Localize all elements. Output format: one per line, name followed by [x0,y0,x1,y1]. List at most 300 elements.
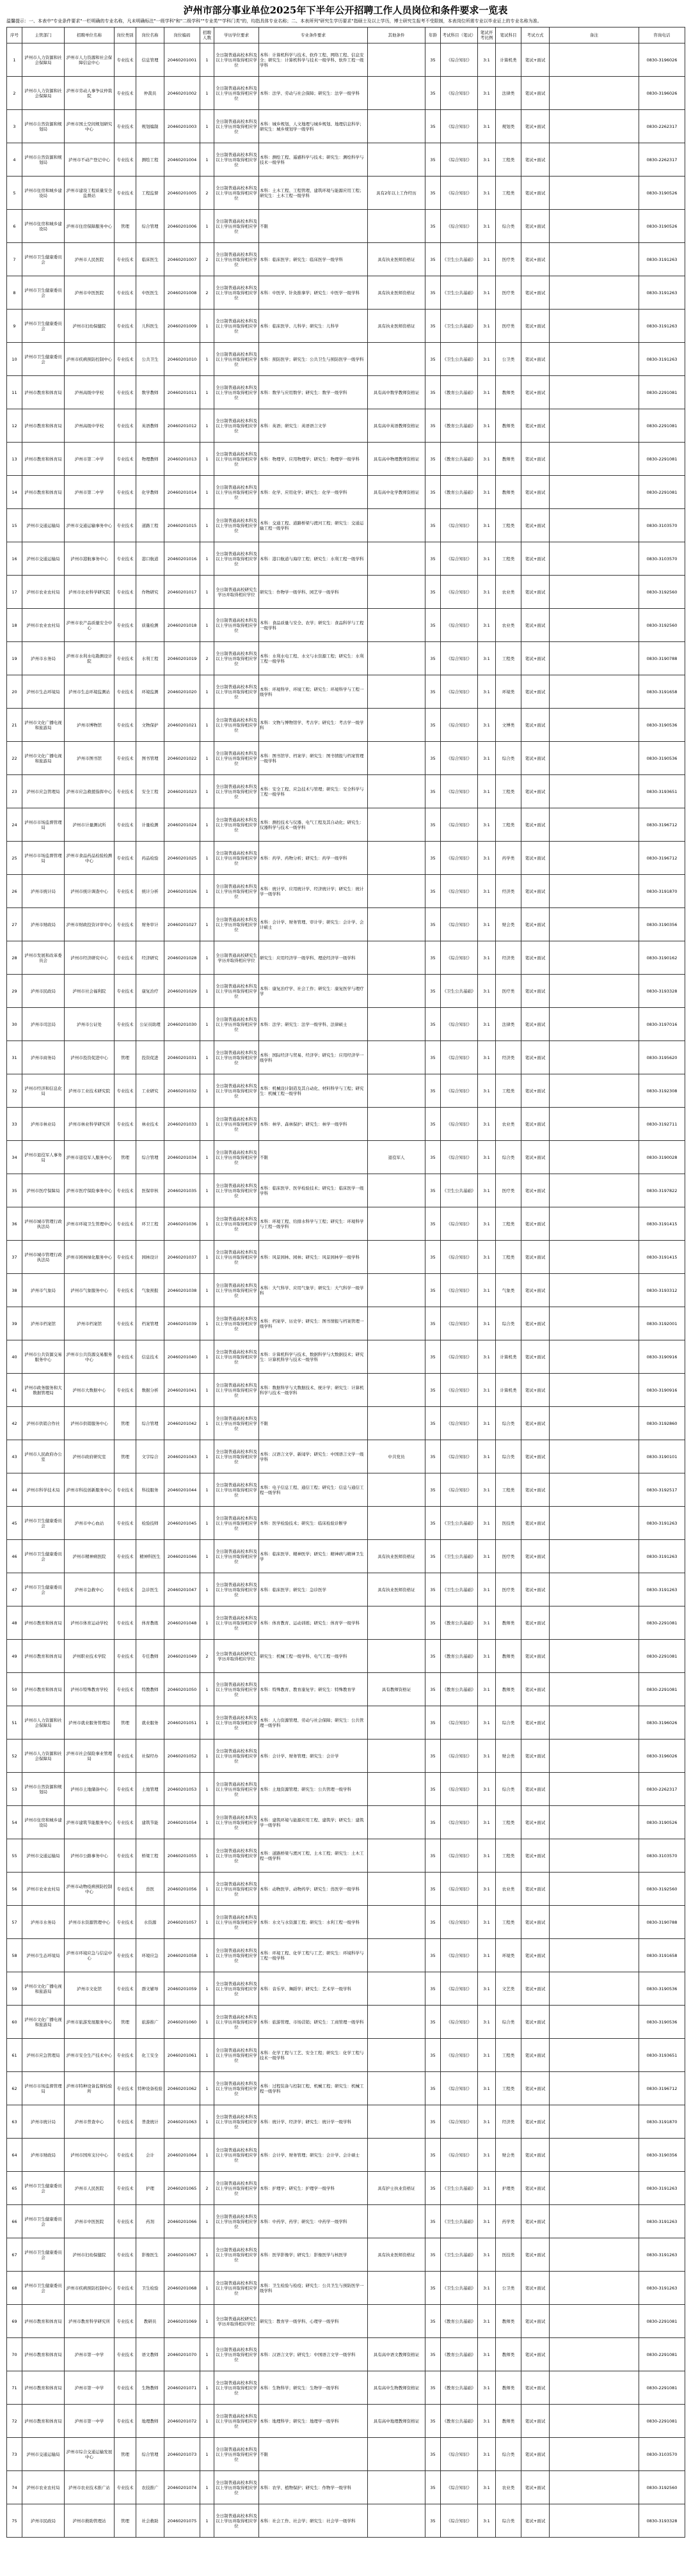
cell-type: 专业技术 [115,1207,136,1241]
cell-no: 26 [7,875,22,908]
cell-no: 20 [7,675,22,709]
cell-unit: 泸州市计量测试所 [65,808,115,842]
cell-phone: 0830-2291081 [639,443,685,476]
cell-num: 1 [200,1606,214,1640]
cell-note [550,941,639,975]
cell-unit: 泸州市特种设备监督检验所 [65,2072,115,2105]
table-row [7,2471,685,2504]
table-row [7,2006,685,2039]
column-header: 招聘单位名称 [65,27,115,43]
cell-subject: 《综合知识》 [441,775,478,808]
cell-major: 本科：会计学、财务管理；研究生：会计学、会计硕士 [259,2139,368,2172]
cell-type: 专业技术 [115,409,136,443]
cell-unit: 泸州市土地储备中心 [65,1773,115,1806]
cell-unit: 泸州市第一中学 [65,2338,115,2371]
cell-post: 环境监测 [136,675,164,709]
cell-other: 具有执业医师资格证 [368,1573,425,1606]
cell-mode: 笔试+面试 [521,542,550,576]
cell-note [550,1440,639,1473]
cell-num: 1 [200,77,214,110]
cell-num: 1 [200,2471,214,2504]
cell-mode: 笔试+面试 [521,1407,550,1440]
cell-note [550,1773,639,1806]
cell-code: 20460201062 [164,2072,200,2105]
cell-exam: 工程类 [496,2039,521,2072]
cell-subject: 《综合知识》 [441,1873,478,1906]
cell-no: 64 [7,2139,22,2172]
cell-post: 儿科医生 [136,310,164,343]
cell-code: 20460201050 [164,1673,200,1706]
cell-num: 1 [200,1573,214,1606]
cell-unit: 泸州市急救中心 [65,1573,115,1606]
cell-major: 不限 [259,1407,368,1440]
cell-phone: 0830-3192308 [639,1074,685,1108]
cell-unit: 泸州市国土空间规划研究中心 [65,110,115,143]
cell-note [550,243,639,276]
cell-mode: 笔试+面试 [521,1041,550,1074]
cell-type: 专业技术 [115,908,136,941]
cell-ratio: 3:1 [478,1939,496,1972]
cell-subject: 《综合知识》 [441,1108,478,1141]
cell-ratio: 3:1 [478,1008,496,1041]
cell-major: 本科：国际经济与贸易、经济学；研究生：应用经济学一级学科 [259,1041,368,1074]
cell-mode: 笔试+面试 [521,2371,550,2405]
cell-mode: 笔试+面试 [521,2238,550,2272]
cell-no: 38 [7,1274,22,1307]
cell-dept: 泸州市交通运输局 [22,509,65,542]
cell-mode: 笔试+面试 [521,2338,550,2371]
cell-num: 1 [200,2438,214,2471]
cell-post: 质量检测 [136,609,164,642]
cell-num: 1 [200,1706,214,1740]
cell-type: 专业技术 [115,143,136,177]
cell-code: 20460201042 [164,1407,200,1440]
recruitment-table [6,27,685,2538]
cell-unit: 泸州市公共资源交易服务中心 [65,1340,115,1374]
cell-ratio: 3:1 [478,509,496,542]
cell-ratio: 3:1 [478,2438,496,2471]
cell-unit: 泸州市退役军人服务中心 [65,1141,115,1174]
cell-type: 专业技术 [115,1274,136,1307]
cell-mode: 笔试+面试 [521,1740,550,1773]
cell-type: 专业技术 [115,243,136,276]
cell-edu: 全日制普通高校本科及以上学历并取得相应学位 [214,1041,259,1074]
cell-phone: 0830-2262317 [639,110,685,143]
cell-ratio: 3:1 [478,2338,496,2371]
cell-note [550,2438,639,2471]
cell-note [550,276,639,310]
cell-unit: 泸州职业技术学院 [65,1640,115,1673]
cell-mode: 笔试+面试 [521,243,550,276]
cell-dept: 泸州市农业农村局 [22,576,65,609]
cell-age: 35 [425,808,441,842]
cell-edu: 全日制普通高校本科及以上学历并取得相应学位 [214,2272,259,2305]
cell-post: 化学教师 [136,476,164,509]
cell-mode: 笔试+面试 [521,1540,550,1573]
cell-type: 专业技术 [115,2272,136,2305]
cell-dept: 泸州市公共资源交易服务中心 [22,1340,65,1374]
cell-edu: 全日制普通高校本科及以上学历并取得相应学位 [214,542,259,576]
cell-age: 35 [425,2072,441,2105]
cell-type: 专业技术 [115,1939,136,1972]
cell-phone: 0830-3196712 [639,808,685,842]
cell-phone: 0830-3103570 [639,1839,685,1873]
cell-no: 35 [7,1174,22,1207]
cell-dept: 泸州市人力资源和社会保障局 [22,77,65,110]
cell-dept: 泸州市卫生健康委员会 [22,1507,65,1540]
cell-exam: 法律类 [496,1008,521,1041]
cell-post: 数学教师 [136,376,164,409]
cell-ratio: 3:1 [478,975,496,1008]
cell-mode: 笔试+面试 [521,177,550,210]
table-row [7,1340,685,1374]
cell-unit: 泸州市科技创新服务中心 [65,1473,115,1507]
cell-other: 具有执业医师资格证 [368,1540,425,1573]
cell-age: 35 [425,1640,441,1673]
cell-note [550,842,639,875]
cell-other [368,742,425,775]
cell-major: 本科：文物与博物馆学、考古学；研究生：考古学一级学科 [259,709,368,742]
cell-ratio: 3:1 [478,210,496,243]
cell-type: 专业技术 [115,1074,136,1108]
cell-major: 不限 [259,1141,368,1174]
cell-unit: 泸州市精神病医院 [65,1540,115,1573]
cell-code: 20460201022 [164,742,200,775]
cell-type: 专业技术 [115,476,136,509]
cell-ratio: 3:1 [478,1806,496,1839]
cell-exam: 工程类 [496,642,521,675]
cell-exam: 综合类 [496,2504,521,2538]
cell-code: 20460201026 [164,875,200,908]
cell-post: 投资促进 [136,1041,164,1074]
cell-subject: 《卫生公共基础》 [441,2172,478,2205]
cell-phone: 0830-3191263 [639,2205,685,2238]
cell-exam: 经济类 [496,1041,521,1074]
cell-unit: 泸州市环境卫生管理中心 [65,1207,115,1241]
cell-subject: 《综合知识》 [441,1773,478,1806]
cell-other [368,2471,425,2504]
cell-phone: 0830-3192001 [639,1307,685,1340]
cell-type: 专业技术 [115,709,136,742]
cell-mode: 笔试+面试 [521,576,550,609]
cell-type: 专业技术 [115,443,136,476]
cell-edu: 全日制普通高校本科及以上学历并取得相应学位 [214,775,259,808]
cell-mode: 笔试+面试 [521,1274,550,1307]
cell-edu: 全日制普通高校本科及以上学历并取得相应学位 [214,443,259,476]
cell-edu: 全日制普通高校本科及以上学历并取得相应学位 [214,1839,259,1873]
cell-unit: 泸州市妇幼保健院 [65,2238,115,2272]
cell-code: 20460201032 [164,1074,200,1108]
cell-code: 20460201068 [164,2272,200,2305]
cell-other [368,110,425,143]
cell-note [550,1108,639,1141]
cell-unit: 泸州市第二中学 [65,476,115,509]
cell-edu: 全日制普通高校研究生学历并取得相应学位 [214,2305,259,2338]
cell-note [550,2405,639,2438]
cell-num: 1 [200,1074,214,1108]
cell-other [368,1773,425,1806]
cell-age: 35 [425,1241,441,1274]
cell-no: 2 [7,77,22,110]
cell-unit: 泸州市妇幼保健院 [65,310,115,343]
cell-no: 49 [7,1640,22,1673]
cell-type: 专业技术 [115,2471,136,2504]
cell-phone: 0830-3193651 [639,775,685,808]
cell-type: 专业技术 [115,1873,136,1906]
cell-major: 本科：中医学、针灸推拿学；研究生：中医学一级学科 [259,276,368,310]
cell-note [550,1374,639,1407]
cell-num: 1 [200,2305,214,2338]
cell-other [368,77,425,110]
table-row [7,1640,685,1673]
cell-post: 文字综合 [136,1440,164,1473]
cell-ratio: 3:1 [478,709,496,742]
cell-subject: 《教育公共基础》 [441,476,478,509]
cell-subject: 《综合知识》 [441,1008,478,1041]
cell-no: 62 [7,2072,22,2105]
cell-note [550,1207,639,1241]
table-row [7,875,685,908]
cell-other: 具有执业医师资格证 [368,310,425,343]
cell-type: 专业技术 [115,875,136,908]
cell-major: 本科：环境工程、给排水科学与工程；研究生：环境科学与工程一级学科 [259,1207,368,1241]
cell-note [550,443,639,476]
table-body [7,43,685,2538]
cell-unit: 泸州市食品药品检验检测中心 [65,842,115,875]
cell-exam: 综合类 [496,1706,521,1740]
cell-subject: 《综合知识》 [441,1307,478,1340]
cell-age: 35 [425,1473,441,1507]
cell-exam: 医疗类 [496,975,521,1008]
cell-age: 35 [425,1108,441,1141]
cell-ratio: 3:1 [478,2238,496,2272]
cell-ratio: 3:1 [478,1972,496,2006]
cell-no: 17 [7,576,22,609]
cell-age: 35 [425,2238,441,2272]
cell-other [368,1706,425,1740]
cell-code: 20460201019 [164,642,200,675]
cell-no: 52 [7,1740,22,1773]
cell-edu: 全日制普通高校本科及以上学历并取得相应学位 [214,975,259,1008]
table-row [7,1407,685,1440]
cell-edu: 全日制普通高校本科及以上学历并取得相应学位 [214,2371,259,2405]
cell-mode: 笔试+面试 [521,2039,550,2072]
cell-other [368,576,425,609]
cell-num: 1 [200,675,214,709]
cell-num: 1 [200,2371,214,2405]
cell-unit: 泸州市住房保障服务中心 [65,210,115,243]
cell-phone: 0830-3192560 [639,576,685,609]
cell-phone: 0830-3190101 [639,1440,685,1473]
cell-age: 35 [425,2438,441,2471]
cell-edu: 全日制普通高校本科及以上学历并取得相应学位 [214,2172,259,2205]
cell-unit: 泸州市投资促进中心 [65,1041,115,1074]
cell-age: 35 [425,709,441,742]
cell-edu: 全日制普通高校本科及以上学历并取得相应学位 [214,509,259,542]
cell-no: 15 [7,509,22,542]
cell-unit: 泸州市农业科学研究院 [65,576,115,609]
cell-major: 本科：护理学；研究生：护理学一级学科 [259,2172,368,2205]
cell-age: 35 [425,742,441,775]
cell-other [368,1939,425,1972]
cell-exam: 工程类 [496,143,521,177]
cell-exam: 医技类 [496,2238,521,2272]
cell-subject: 《教育公共基础》 [441,376,478,409]
cell-age: 35 [425,941,441,975]
cell-phone: 0830-3190788 [639,642,685,675]
page-title: 泸州市部分事业单位2025年下半年公开招聘工作人员岗位和条件要求一览表 [183,4,508,16]
cell-phone: 0830-3190536 [639,709,685,742]
cell-ratio: 3:1 [478,1307,496,1340]
cell-phone: 0830-3196026 [639,43,685,77]
cell-num: 1 [200,742,214,775]
cell-code: 20460201057 [164,1906,200,1939]
cell-edu: 全日制普通高校本科及以上学历并取得相应学位 [214,908,259,941]
cell-subject: 《综合知识》 [441,542,478,576]
column-header: 学历学位要求 [214,27,259,43]
cell-age: 35 [425,1873,441,1906]
cell-exam: 文艺类 [496,1972,521,2006]
cell-type: 专业技术 [115,742,136,775]
cell-post: 综合管理 [136,210,164,243]
cell-note [550,1307,639,1340]
cell-note [550,1540,639,1573]
cell-major: 本科：计算机科学与技术、数据科学与大数据技术；研究生：计算机科学与技术一级学科 [259,1340,368,1374]
cell-dept: 泸州市档案馆 [22,1307,65,1340]
cell-code: 20460201021 [164,709,200,742]
cell-edu: 全日制普通高校本科及以上学历并取得相应学位 [214,1440,259,1473]
cell-major: 本科：土地资源管理；研究生：公共管理一级学科 [259,1773,368,1806]
cell-age: 35 [425,1307,441,1340]
table-row [7,1706,685,1740]
cell-post: 作物研究 [136,576,164,609]
table-row [7,143,685,177]
cell-num: 1 [200,1108,214,1141]
cell-edu: 全日制普通高校本科及以上学历并取得相应学位 [214,143,259,177]
cell-no: 22 [7,742,22,775]
cell-unit: 泸州市经济研究中心 [65,941,115,975]
cell-subject: 《教育公共基础》 [441,2371,478,2405]
cell-edu: 全日制普通高校本科及以上学历并取得相应学位 [214,2205,259,2238]
cell-ratio: 3:1 [478,2504,496,2538]
cell-post: 综合管理 [136,2438,164,2471]
cell-other [368,1241,425,1274]
table-row [7,2504,685,2538]
cell-no: 16 [7,542,22,576]
cell-type: 专业技术 [115,576,136,609]
cell-unit: 泸州市人力资源和社会保障信息中心 [65,43,115,77]
cell-note [550,1806,639,1839]
cell-other [368,2139,425,2172]
cell-exam: 计算机类 [496,43,521,77]
cell-post: 统计分析 [136,875,164,908]
cell-other [368,941,425,975]
cell-unit: 泸州市社会福利院 [65,975,115,1008]
cell-dept: 泸州市卫生健康委员会 [22,1540,65,1573]
cell-code: 20460201044 [164,1473,200,1507]
cell-phone: 0830-3191658 [639,1939,685,1972]
cell-no: 33 [7,1108,22,1141]
cell-num: 1 [200,1374,214,1407]
cell-age: 35 [425,908,441,941]
cell-ratio: 3:1 [478,908,496,941]
cell-num: 1 [200,343,214,376]
cell-type: 专业技术 [115,1473,136,1507]
cell-major: 本科：预防医学；研究生：公共卫生与预防医学一级学科 [259,343,368,376]
cell-code: 20460201014 [164,476,200,509]
cell-subject: 《教育公共基础》 [441,2338,478,2371]
cell-ratio: 3:1 [478,1141,496,1174]
cell-dept: 泸州市统计局 [22,2105,65,2139]
cell-major: 本科：会计学、财务管理、审计学；研究生：会计学、会计硕士 [259,908,368,941]
cell-unit: 泸州市第一中学 [65,2371,115,2405]
cell-exam: 工程类 [496,1839,521,1873]
cell-unit: 泸州市安全生产技术中心 [65,2039,115,2072]
cell-dept: 泸州市经济和信息化局 [22,1074,65,1108]
table-row [7,1839,685,1873]
cell-dept: 泸州市农业农村局 [22,1873,65,1906]
cell-exam: 环境类 [496,675,521,709]
cell-phone: 0830-3190536 [639,742,685,775]
cell-no: 42 [7,1407,22,1440]
cell-code: 20460201011 [164,376,200,409]
cell-other [368,1008,425,1041]
cell-mode: 笔试+面试 [521,1640,550,1673]
cell-type: 专业技术 [115,609,136,642]
cell-mode: 笔试+面试 [521,2006,550,2039]
table-row [7,842,685,875]
cell-code: 20460201056 [164,1873,200,1906]
cell-edu: 全日制普通高校本科及以上学历并取得相应学位 [214,1906,259,1939]
cell-exam: 农业类 [496,1873,521,1906]
cell-num: 1 [200,1673,214,1706]
cell-edu: 全日制普通高校本科及以上学历并取得相应学位 [214,1873,259,1906]
cell-subject: 《综合知识》 [441,2504,478,2538]
cell-post: 档案管理 [136,1307,164,1340]
cell-edu: 全日制普通高校研究生学历并取得相应学位 [214,576,259,609]
cell-no: 39 [7,1307,22,1340]
cell-note [550,2172,639,2205]
cell-unit: 泸州市林业科学研究所 [65,1108,115,1141]
cell-other [368,908,425,941]
cell-exam: 农业类 [496,1108,521,1141]
cell-num: 1 [200,1407,214,1440]
cell-code: 20460201002 [164,77,200,110]
cell-mode: 笔试+面试 [521,1174,550,1207]
cell-note [550,1407,639,1440]
cell-post: 特种设备检验 [136,2072,164,2105]
table-row [7,1507,685,1540]
cell-no: 3 [7,110,22,143]
cell-ratio: 3:1 [478,1241,496,1274]
cell-num: 1 [200,210,214,243]
cell-phone: 0830-3190028 [639,1141,685,1174]
cell-unit: 泸州市中医医院 [65,2205,115,2238]
cell-unit: 泸州市建筑节能服务中心 [65,1806,115,1839]
cell-type: 管理 [115,2438,136,2471]
cell-note [550,2205,639,2238]
table-row [7,310,685,343]
cell-edu: 全日制普通高校本科及以上学历并取得相应学位 [214,77,259,110]
cell-code: 20460201061 [164,2039,200,2072]
cell-code: 20460201038 [164,1274,200,1307]
cell-other [368,1873,425,1906]
cell-other [368,1174,425,1207]
cell-phone: 0830-3190526 [639,177,685,210]
cell-subject: 《综合知识》 [441,77,478,110]
cell-code: 20460201034 [164,1141,200,1174]
cell-exam: 教师类 [496,376,521,409]
